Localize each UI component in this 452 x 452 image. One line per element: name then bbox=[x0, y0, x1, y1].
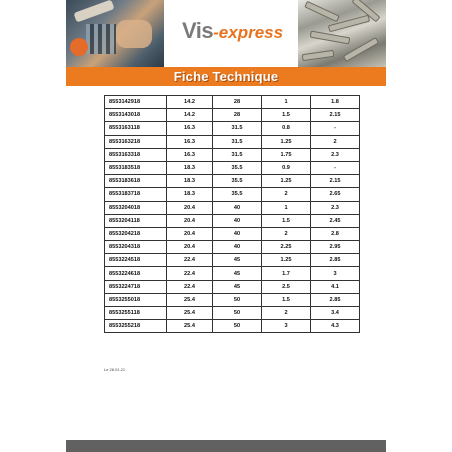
table-cell: 50 bbox=[213, 293, 262, 306]
table-row bbox=[105, 267, 360, 280]
table-cell: 25.4 bbox=[167, 307, 213, 320]
table-cell: 31.5 bbox=[213, 135, 262, 148]
table-row bbox=[105, 280, 360, 293]
table-cell: 1.7 bbox=[262, 267, 311, 280]
table-cell: - bbox=[311, 161, 360, 174]
table-cell: 20.4 bbox=[167, 201, 213, 214]
table-cell: 1 bbox=[262, 96, 311, 109]
table-cell: 45 bbox=[213, 267, 262, 280]
table-row bbox=[105, 214, 360, 227]
table-cell: 2.45 bbox=[311, 214, 360, 227]
table-cell: 31.5 bbox=[213, 148, 262, 161]
table-cell: 16.3 bbox=[167, 148, 213, 161]
logo-suffix-text: -express bbox=[213, 23, 284, 42]
table-cell: 22.4 bbox=[167, 280, 213, 293]
table-cell: 4.1 bbox=[311, 280, 360, 293]
table-cell: 2.25 bbox=[262, 241, 311, 254]
table-cell: 3 bbox=[262, 320, 311, 333]
logo-main-text: Vis bbox=[182, 18, 214, 43]
table-cell: 2.3 bbox=[311, 148, 360, 161]
table-cell: 35.5 bbox=[213, 175, 262, 188]
table-row bbox=[105, 201, 360, 214]
table-cell: 20.4 bbox=[167, 214, 213, 227]
reference-cell: 8553204018 bbox=[105, 201, 167, 214]
reference-cell: 8553204218 bbox=[105, 227, 167, 240]
table-row bbox=[105, 293, 360, 306]
table-cell: 40 bbox=[213, 227, 262, 240]
table-cell: 28 bbox=[213, 96, 262, 109]
brand-logo bbox=[182, 18, 283, 48]
table-row bbox=[105, 254, 360, 267]
reference-cell: 8553183618 bbox=[105, 175, 167, 188]
reference-cell: 8553204118 bbox=[105, 214, 167, 227]
table-row bbox=[105, 161, 360, 174]
table-cell: 18.3 bbox=[167, 175, 213, 188]
table-cell: 14.2 bbox=[167, 96, 213, 109]
screws-photo bbox=[298, 0, 386, 67]
table-cell: 0.8 bbox=[262, 122, 311, 135]
table-cell: 1.75 bbox=[262, 148, 311, 161]
table-cell: 1.8 bbox=[311, 96, 360, 109]
header-banner bbox=[66, 0, 386, 67]
table-cell: 2.95 bbox=[311, 241, 360, 254]
title-bar bbox=[66, 67, 386, 86]
document-date: Le 26.01.21 bbox=[104, 367, 126, 372]
tools-photo bbox=[66, 0, 164, 67]
table-cell: 1.25 bbox=[262, 135, 311, 148]
table-row bbox=[105, 188, 360, 201]
table-cell: 25.4 bbox=[167, 293, 213, 306]
table-cell: 2.15 bbox=[311, 175, 360, 188]
table-cell: 28 bbox=[213, 109, 262, 122]
table-cell: 16.3 bbox=[167, 122, 213, 135]
reference-cell: 8553255018 bbox=[105, 293, 167, 306]
table-cell: 22.4 bbox=[167, 254, 213, 267]
table-cell: 2 bbox=[311, 135, 360, 148]
table-cell: 2 bbox=[262, 188, 311, 201]
table-row bbox=[105, 96, 360, 109]
reference-cell: 8553163318 bbox=[105, 148, 167, 161]
table-cell: 2.85 bbox=[311, 293, 360, 306]
table-cell: 1.25 bbox=[262, 254, 311, 267]
table-cell: 40 bbox=[213, 241, 262, 254]
spec-table bbox=[104, 95, 360, 333]
footer-bar bbox=[66, 440, 386, 452]
table-cell: 2.15 bbox=[311, 109, 360, 122]
table-cell: 20.4 bbox=[167, 241, 213, 254]
table-cell: 16.3 bbox=[167, 135, 213, 148]
page-title: Fiche Technique bbox=[173, 69, 279, 84]
reference-cell: 8553255218 bbox=[105, 320, 167, 333]
reference-cell: 8553224718 bbox=[105, 280, 167, 293]
table-row bbox=[105, 241, 360, 254]
reference-cell: 8553163218 bbox=[105, 135, 167, 148]
table-cell: 2.65 bbox=[311, 188, 360, 201]
document-page bbox=[66, 0, 386, 452]
reference-cell: 8553163118 bbox=[105, 122, 167, 135]
reference-cell: 8553142918 bbox=[105, 96, 167, 109]
table-cell: 1.25 bbox=[262, 175, 311, 188]
table-row bbox=[105, 135, 360, 148]
table-cell: 1.5 bbox=[262, 214, 311, 227]
table-cell: 18.3 bbox=[167, 161, 213, 174]
table-row bbox=[105, 122, 360, 135]
table-cell: 50 bbox=[213, 307, 262, 320]
table-cell: 22.4 bbox=[167, 267, 213, 280]
reference-cell: 8553255118 bbox=[105, 307, 167, 320]
table-cell: 2.3 bbox=[311, 201, 360, 214]
table-cell: 40 bbox=[213, 214, 262, 227]
table-cell: 0.9 bbox=[262, 161, 311, 174]
table-cell: 3 bbox=[311, 267, 360, 280]
table-row bbox=[105, 148, 360, 161]
table-cell: 2.85 bbox=[311, 254, 360, 267]
reference-cell: 8553224518 bbox=[105, 254, 167, 267]
table-cell: 50 bbox=[213, 320, 262, 333]
reference-cell: 8553183718 bbox=[105, 188, 167, 201]
table-cell: 2 bbox=[262, 307, 311, 320]
table-cell: 1.5 bbox=[262, 293, 311, 306]
table-cell: 18.3 bbox=[167, 188, 213, 201]
table-cell: 25.4 bbox=[167, 320, 213, 333]
table-cell: 4.3 bbox=[311, 320, 360, 333]
table-cell: 2.8 bbox=[311, 227, 360, 240]
table-cell: 2.5 bbox=[262, 280, 311, 293]
reference-cell: 8553224618 bbox=[105, 267, 167, 280]
table-row bbox=[105, 227, 360, 240]
table-row bbox=[105, 109, 360, 122]
table-cell: 31.5 bbox=[213, 122, 262, 135]
table-cell: 35.5 bbox=[213, 161, 262, 174]
table-cell: 14.2 bbox=[167, 109, 213, 122]
table-row bbox=[105, 307, 360, 320]
table-cell: - bbox=[311, 122, 360, 135]
reference-cell: 8553143018 bbox=[105, 109, 167, 122]
table-cell: 35.5 bbox=[213, 188, 262, 201]
table-cell: 40 bbox=[213, 201, 262, 214]
table-cell: 45 bbox=[213, 254, 262, 267]
table-cell: 1 bbox=[262, 201, 311, 214]
table-cell: 1.5 bbox=[262, 109, 311, 122]
reference-cell: 8553204318 bbox=[105, 241, 167, 254]
table-row bbox=[105, 320, 360, 333]
table-cell: 45 bbox=[213, 280, 262, 293]
reference-cell: 8553183518 bbox=[105, 161, 167, 174]
table-cell: 20.4 bbox=[167, 227, 213, 240]
table-cell: 2 bbox=[262, 227, 311, 240]
table-row bbox=[105, 175, 360, 188]
table-cell: 3.4 bbox=[311, 307, 360, 320]
